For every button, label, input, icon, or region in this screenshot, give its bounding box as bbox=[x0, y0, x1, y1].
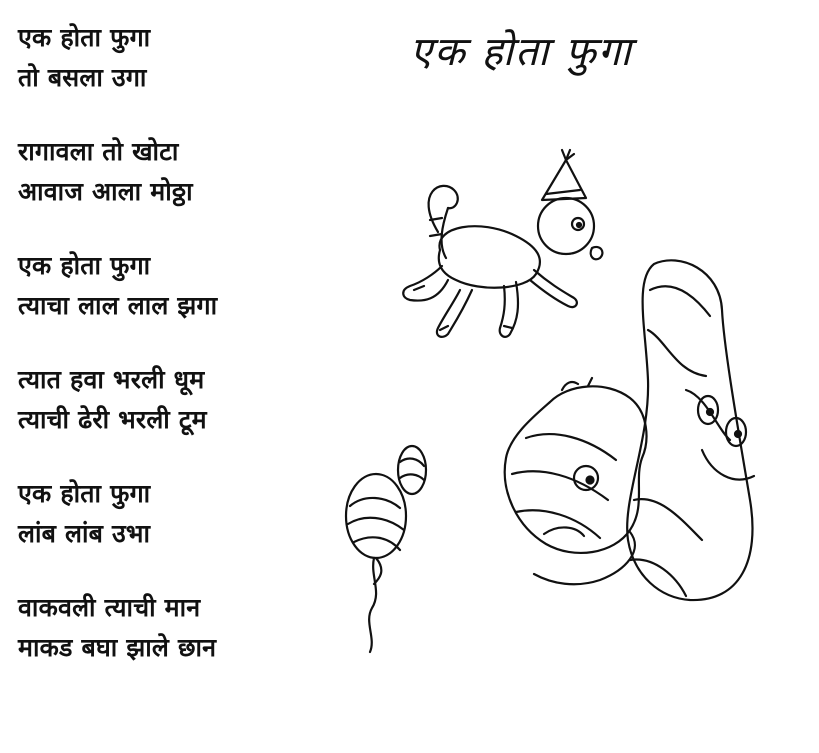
poem-line: त्याची ढेरी भरली टूम bbox=[18, 405, 207, 434]
balloon-on-string bbox=[346, 446, 426, 652]
balloon-monkey bbox=[403, 150, 602, 337]
poem-line: त्यात हवा भरली धूम bbox=[18, 365, 205, 394]
stanza-5 bbox=[18, 474, 338, 554]
poem-line: वाकवली त्याची मान bbox=[18, 593, 201, 622]
poem-line: आवाज आला मोठ्ठा bbox=[18, 177, 193, 206]
stanza-3 bbox=[18, 246, 338, 326]
poem-line: माकड बघा झाले छान bbox=[18, 633, 217, 662]
poem-title: एक होता फुगा bbox=[410, 29, 633, 75]
stanza-4 bbox=[18, 360, 338, 440]
stanza-1 bbox=[18, 18, 338, 98]
round-balloon-with-face bbox=[505, 378, 647, 584]
balloon-illustration bbox=[330, 140, 810, 660]
poem-line: तो बसला उगा bbox=[18, 63, 147, 92]
poem-line: एक होता फुगा bbox=[18, 251, 151, 280]
poem-line: लांब लांब उभा bbox=[18, 519, 151, 548]
poem-text bbox=[18, 18, 338, 702]
poem-line: एक होता फुगा bbox=[18, 479, 151, 508]
stanza-2 bbox=[18, 132, 338, 212]
poem-line: त्याचा लाल लाल झगा bbox=[18, 291, 218, 320]
stanza-6 bbox=[18, 588, 338, 668]
poem-line: रागावला तो खोटा bbox=[18, 137, 179, 166]
poem-line: एक होता फुगा bbox=[18, 23, 151, 52]
